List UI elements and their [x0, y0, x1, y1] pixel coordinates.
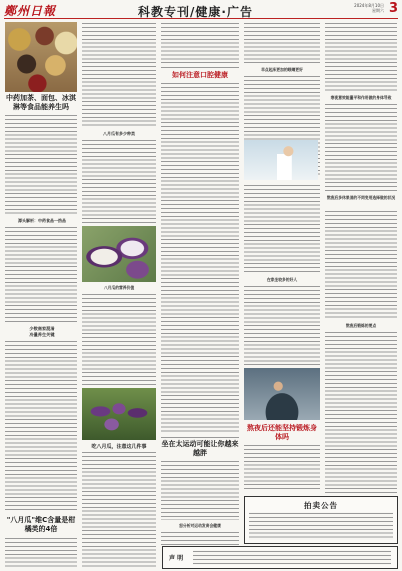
declaration-label: 声 明 [169, 555, 184, 562]
article-text [325, 22, 397, 92]
subheading: 在家坐较多的好人 [266, 277, 298, 282]
subheading: 源头解析：中药食品一热品 [18, 218, 66, 223]
subheading: 熬夜后锻炼的要点 [345, 323, 377, 328]
article-text [82, 293, 156, 385]
article-text [5, 114, 77, 214]
subheading: 少数商家混淆 冷量养生关键 [29, 326, 55, 337]
article-text [244, 444, 320, 492]
article-text [161, 531, 239, 545]
article-text [5, 226, 77, 322]
auction-title: 拍卖公告 [304, 501, 338, 510]
auction-notice [244, 496, 398, 544]
issue-date: 2024年8月10日 星期六 [354, 3, 384, 13]
article-text [244, 22, 320, 64]
headline-col1: 中药加茶、面包、冰淇淋等食品能养生吗 [6, 94, 76, 111]
page-number: 3 [388, 1, 398, 16]
newspaper-logo: 鄭州日報 [4, 4, 57, 18]
declaration-text [193, 550, 391, 565]
article-text [325, 103, 397, 193]
article-text [82, 139, 156, 223]
fruit-basket-photo [82, 388, 156, 440]
article-text [5, 537, 77, 567]
article-text [244, 184, 320, 274]
subheading: 熬夜后多休果消的不同变用选择做的状况 [326, 195, 396, 200]
masthead [4, 2, 398, 19]
article-text [325, 331, 397, 493]
article-text [82, 451, 156, 567]
fruit-photo [82, 226, 156, 282]
section-title: 科教专刊/健康·广告 [138, 5, 253, 19]
headline-col4: 熬夜后还能坚持锻炼身体吗 [247, 424, 317, 441]
article-text [5, 340, 77, 512]
headline-col2: 吃八月瓜，注意这几件事 [91, 444, 147, 450]
divider [161, 437, 239, 438]
article-text [82, 22, 156, 128]
article-text [161, 82, 239, 434]
divider [161, 67, 239, 68]
article-text [161, 22, 239, 64]
auction-text [249, 512, 393, 540]
photo-caption: 八月瓜的营养价值 [103, 285, 135, 290]
woman-photo [244, 140, 318, 180]
article-text [161, 460, 239, 520]
headline-col3: 如何注意口腔健康 [172, 71, 228, 79]
subheading: 怒分析对运动发育会健康 [179, 523, 221, 528]
runner-photo [244, 368, 320, 420]
subheading: 早点起床更加的眼睛更好 [261, 67, 303, 72]
article-text [244, 285, 320, 365]
headline-col3-bottom: 坐在太运动可能让你越来越胖 [161, 440, 239, 457]
subheading: 寒夜意效能量平和作用做的身体导致 [330, 95, 392, 100]
headline-col1-bottom: "八月瓜"维C含量是柑橘类的4倍 [6, 516, 76, 533]
declaration-box [162, 546, 398, 569]
subheading: 八月瓜有多少种类 [103, 131, 135, 136]
grains-photo [5, 22, 77, 92]
article-text [325, 210, 397, 320]
